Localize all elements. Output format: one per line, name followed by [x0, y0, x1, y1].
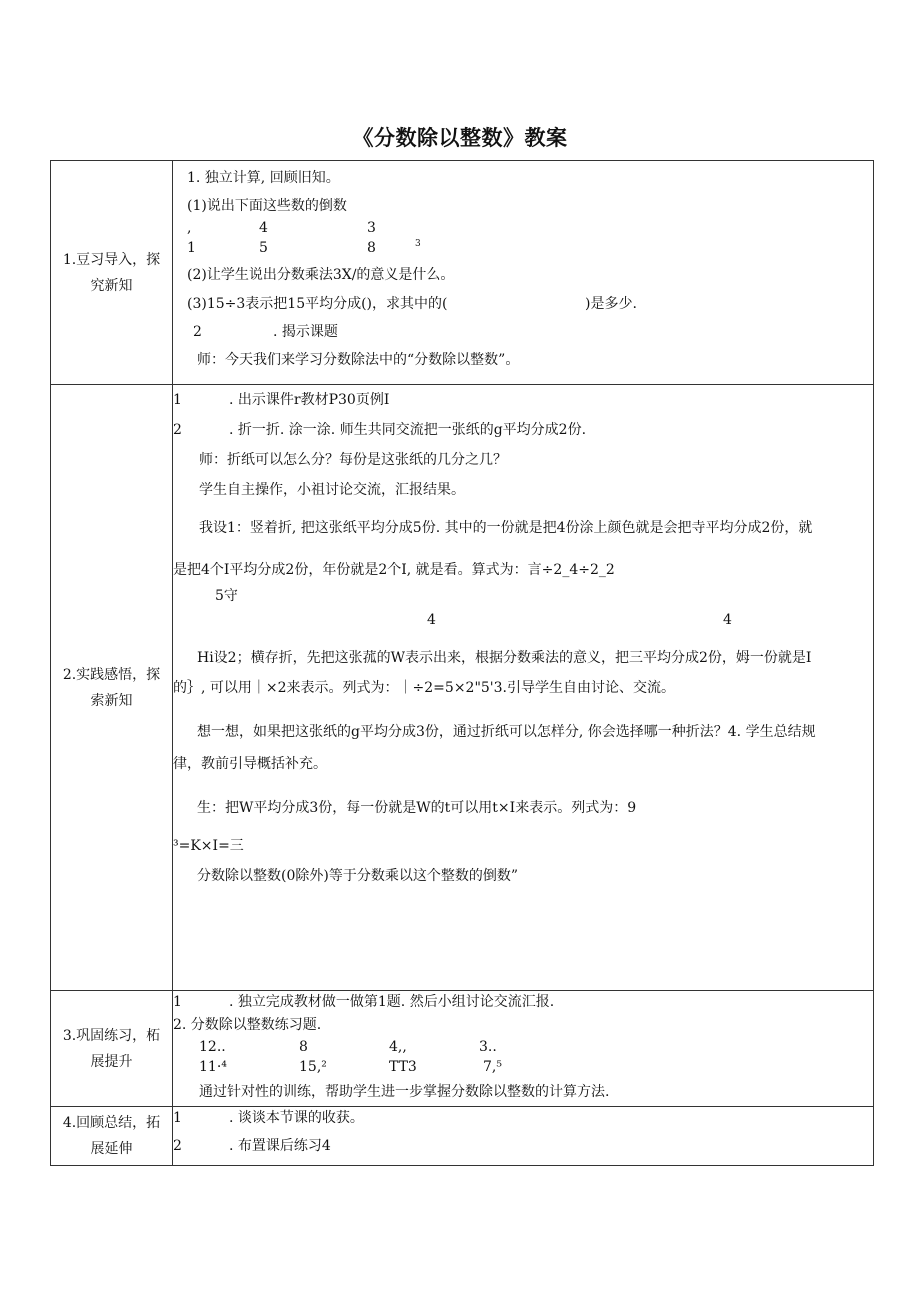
- content-line: 通过针对性的训练，帮助学生进一步掌握分数除以整数的计算方法.: [199, 1084, 610, 1100]
- content-line: 我设1：竖着折, 把这张纸平均分成5份. 其中的一份就是把4份涂上颜色就是会把寺平均分成2份，就: [199, 520, 813, 536]
- section-label: 4.回顾总结，拓展延伸: [62, 1115, 161, 1157]
- content-line: )是多少.: [585, 296, 637, 312]
- content-line: 生：把W平均分成3份，每一份就是W的t可以用t×I来表示。列式为：9: [197, 800, 637, 816]
- content-line: 2: [173, 422, 182, 438]
- content-line: 4: [723, 612, 732, 628]
- table-row: [50, 990, 874, 1106]
- content-line: . 谈谈本节课的收获。: [229, 1110, 364, 1126]
- section-label-cell: [51, 385, 173, 990]
- content-line: (1)说出下面这些数的倒数: [187, 198, 347, 214]
- content-line: 1: [173, 392, 182, 408]
- content-line: 4,,: [389, 1039, 407, 1055]
- section-content-cell: [173, 161, 873, 384]
- content-line: . 折一折. 涂一涂. 师生共同交流把一张纸的g平均分成2份.: [229, 422, 587, 438]
- content-line: ,: [187, 220, 192, 236]
- table-row: [50, 1106, 874, 1166]
- content-line: 7,⁵: [483, 1059, 502, 1075]
- content-line: Hi设2；横存折，先把这张菰的W表示出来，根据分数乘法的意义，把三平均分成2份，姆一份就是I: [197, 650, 812, 666]
- content-line: 12..: [199, 1039, 226, 1055]
- content-line: 1: [173, 1110, 182, 1126]
- content-line: 8: [367, 240, 376, 256]
- content-line: 5: [259, 240, 268, 256]
- content-line: 5守: [215, 588, 238, 604]
- content-line: 3..: [479, 1039, 497, 1055]
- content-line: (3)15÷3表示把15平均分成()，求其中的(: [187, 296, 448, 312]
- section-label: 2.实践感悟，探索新知: [62, 666, 161, 709]
- content-line: . 揭示课题: [273, 324, 338, 340]
- content-line: 学生自主操作，小祖讨论交流，汇报结果。: [199, 482, 465, 498]
- content-line: 分数除以整数(0除外)等于分数乘以这个整数的倒数”: [197, 868, 518, 884]
- content-line: . 布置课后练习4: [229, 1138, 331, 1154]
- content-line: 师：今天我们来学习分数除法中的“分数除以整数”。: [197, 352, 520, 368]
- content-line: 是把4个I平均分成2份，年份就是2个I, 就是看。算式为：言÷2_4÷2_2: [173, 562, 615, 578]
- content-line: 1: [173, 994, 182, 1010]
- content-line: 想一想，如果把这张纸的g平均分成3份，通过折纸可以怎样分, 你会选择哪一种折法？4. 学生总结规: [197, 724, 816, 740]
- content-line: 3: [415, 239, 421, 249]
- content-line: 8: [299, 1039, 308, 1055]
- content-line: 1: [187, 240, 196, 256]
- content-line: 2: [173, 1138, 182, 1154]
- section-content-cell: [173, 1107, 873, 1165]
- content-line: . 独立完成教材做一做第1题. 然后小组讨论交流汇报.: [229, 994, 555, 1010]
- section-label: 1.豆习导入，探究新知: [62, 251, 161, 294]
- section-content-cell: [173, 385, 873, 990]
- content-line: 2: [193, 324, 202, 340]
- content-line: ³=K×I=三: [173, 838, 244, 854]
- content-line: (2)让学生说出分数乘法3X∕的意义是什么。: [187, 267, 455, 283]
- content-line: 师：折纸可以怎么分？每份是这张纸的几分之几？: [199, 452, 507, 468]
- content-line: 4: [259, 220, 268, 236]
- content-line: 1. 独立计算, 回顾旧知。: [187, 170, 340, 186]
- content-line: TT3: [389, 1059, 417, 1075]
- content-line: 的｝, 可以用｜×2来表示。列式为：｜÷2=5×2"5'3.引导学生自由讨论、交流。: [173, 680, 676, 696]
- content-line: 律，教前引导概括补充。: [173, 756, 327, 772]
- section-label: 3.巩固练习，柘展提升: [62, 1027, 161, 1070]
- section-label-cell: [51, 161, 173, 384]
- section-content-cell: [173, 991, 873, 1106]
- section-label-cell: [51, 1107, 173, 1165]
- content-line: 2. 分数除以整数练习题.: [173, 1017, 322, 1033]
- document-title: 《分数除以整数》教案: [352, 126, 568, 150]
- section-label-cell: [51, 991, 173, 1106]
- content-line: 11·⁴: [199, 1059, 227, 1075]
- table-row: [50, 160, 874, 384]
- table-row: [50, 384, 874, 990]
- content-line: 15,²: [299, 1059, 327, 1075]
- content-line: . 出示课件r教材P30页例I: [229, 392, 390, 408]
- content-line: 4: [427, 612, 436, 628]
- content-line: 3: [367, 220, 376, 236]
